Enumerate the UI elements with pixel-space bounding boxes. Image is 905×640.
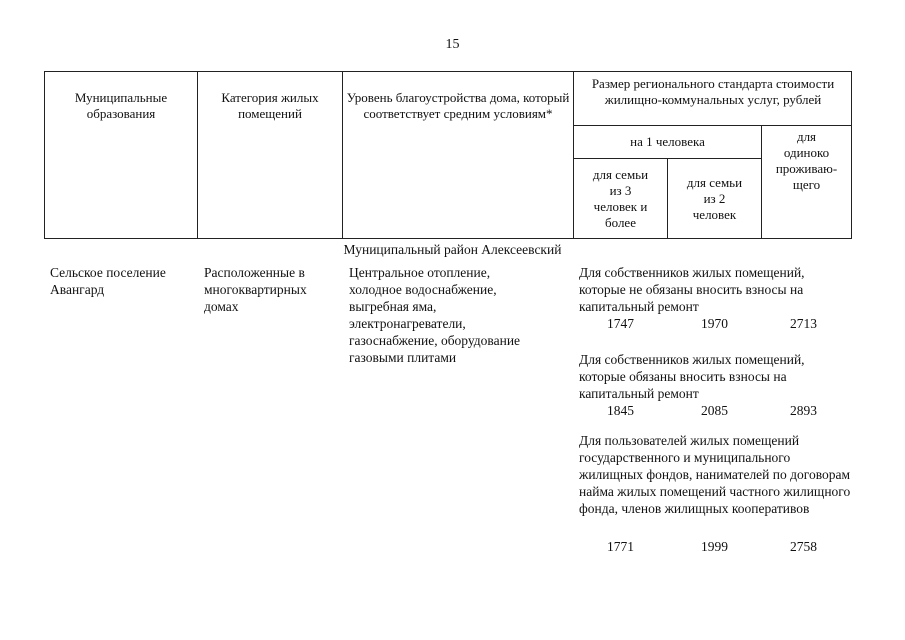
section-title: Муниципальный район Алексеевский bbox=[343, 242, 562, 257]
header-family-3: для семьи из 3 человек и более bbox=[592, 167, 649, 230]
housing-category: Расположенные в многоквартирных домах bbox=[204, 265, 307, 314]
municipality-name: Сельское поселение Авангард bbox=[50, 265, 166, 297]
divider bbox=[573, 125, 851, 126]
value-family-3: 1747 bbox=[607, 316, 634, 331]
table-header bbox=[44, 71, 852, 239]
header-family-2: для семьи из 2 человек bbox=[686, 175, 743, 222]
value-family-3: 1771 bbox=[607, 539, 634, 554]
value-single: 2893 bbox=[790, 403, 817, 418]
header-category: Категория жилых помещений bbox=[221, 90, 319, 121]
amenities-level: Центральное отопление, холодное водоснабжение, выгребная яма, электронагреватели, газоснабжение, оборудование газовыми плитами bbox=[349, 265, 521, 365]
value-family-3: 1845 bbox=[607, 403, 634, 418]
header-standard-size: Размер регионального стандарта стоимости жилищно-коммунальных услуг, рублей bbox=[591, 76, 835, 107]
header-amenities: Уровень благоустройства дома, который соответствует средним условиям* bbox=[346, 90, 570, 121]
value-family-2: 1970 bbox=[701, 316, 728, 331]
page-number: 15 bbox=[445, 37, 460, 52]
header-municipalities: Муниципальные образования bbox=[74, 90, 168, 121]
group-description: Для собственников жилых помещений, которые не обязаны вносить взносы на капитальный ремонт bbox=[579, 265, 805, 314]
value-family-2: 1999 bbox=[701, 539, 728, 554]
header-single-resident: для одиноко проживаю- щего bbox=[775, 129, 838, 192]
value-single: 2758 bbox=[790, 539, 817, 554]
group-description: Для собственников жилых помещений, которые обязаны вносить взносы на капитальный ремонт bbox=[579, 352, 805, 401]
group-description: Для пользователей жилых помещений государственного и муниципального жилищных фондов, нанимателей по договорам найма жилых помещений частного жилищного фонда, членов жилищных кооперативов bbox=[579, 433, 851, 516]
header-per-person: на 1 человека bbox=[630, 134, 705, 149]
value-family-2: 2085 bbox=[701, 403, 728, 418]
value-single: 2713 bbox=[790, 316, 817, 331]
